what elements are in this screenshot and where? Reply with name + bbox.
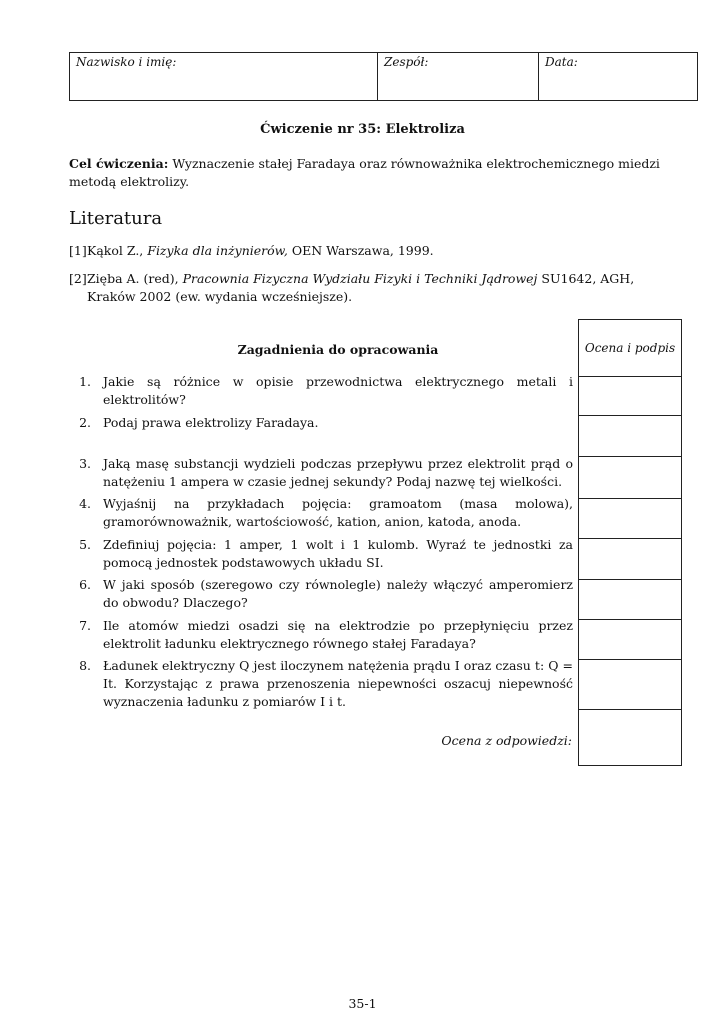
reference-number: [2] <box>69 271 87 286</box>
question-text: Ile atomów miedzi osadzi się na elektrodzie po przepłynięciu przez elektrolit ładunku elektrycznego równego stałej Faradaya? <box>103 618 573 651</box>
reference-number: [1] <box>69 243 87 258</box>
reference-authors: Zięba A. (red), <box>87 271 179 286</box>
reference-publisher: OEN Warszawa, 1999. <box>291 243 434 258</box>
name-label: Nazwisko i imię: <box>76 55 177 69</box>
question-number: 4. <box>79 496 91 511</box>
question-number: 2. <box>79 415 91 430</box>
question-number: 1. <box>79 374 91 389</box>
grade-cell-2[interactable] <box>579 416 681 457</box>
question-text: Jaką masę substancji wydzieli podczas przepływu przez elektrolit prąd o natężeniu 1 ampera w czasie jednej sekundy? Podaj nazwę tej wielkości. <box>103 456 573 489</box>
question-number: 5. <box>79 537 91 552</box>
question-number: 8. <box>79 658 91 673</box>
question-text: Wyjaśnij na przykładach pojęcia: gramoatom (masa molowa), gramorównoważnik, wartościowość, kation, anion, katoda, anoda. <box>103 496 573 529</box>
grade-cell-5[interactable] <box>579 539 681 580</box>
reference-authors: Kąkol Z., <box>87 243 144 258</box>
question-text: Jakie są różnice w opisie przewodnictwa elektrycznego metali i elektrolitów? <box>103 374 573 407</box>
reference-title: Pracownia Fizyczna Wydziału Fizyki i Techniki Jądrowej <box>182 271 538 286</box>
grade-cell-3[interactable] <box>579 457 681 499</box>
reference-title: Fizyka dla inżynierów, <box>147 243 288 258</box>
exercise-title: Ćwiczenie nr 35: Elektroliza <box>260 122 465 137</box>
grade-header: Ocena i podpis <box>579 320 681 377</box>
literature-heading: Literatura <box>69 208 163 229</box>
grade-cell-1[interactable] <box>579 377 681 416</box>
grade-cell-4[interactable] <box>579 499 681 539</box>
question-number: 3. <box>79 456 91 471</box>
exercise-goal <box>69 155 669 191</box>
name-field[interactable] <box>70 53 378 100</box>
goal-text: Wyznaczenie stałej Faradaya oraz równoważnika elektrochemicznego miedzi metodą elektrolizy. <box>69 156 660 189</box>
question-number: 7. <box>79 618 91 633</box>
question-text: W jaki sposób (szeregowo czy równolegle) należy włączyć amperomierz do obwodu? Dlaczego? <box>103 577 573 610</box>
question-text: Ładunek elektryczny Q jest iloczynem natężenia prądu I oraz czasu t: Q = It. Korzystając z prawa przenoszenia niepewności oszacuj niepewność wyznaczenia ładunku z pomiarów I i t. <box>103 658 573 709</box>
grade-cell-7[interactable] <box>579 620 681 660</box>
team-label: Zespół: <box>384 55 429 69</box>
team-field[interactable] <box>378 53 539 100</box>
questions-heading: Zagadnienia do opracowania <box>237 342 439 357</box>
question-text: Podaj prawa elektrolizy Faradaya. <box>103 415 319 430</box>
reference-publisher: SU1642, AGH, Kraków 2002 (ew. wydania wcześniejsze). <box>87 271 635 304</box>
grade-column <box>578 319 682 766</box>
question-text: Zdefiniuj pojęcia: 1 amper, 1 wolt i 1 kulomb. Wyraź te jednostki za pomocą jednostek podstawowych układu SI. <box>103 537 573 570</box>
grade-cell-answer[interactable] <box>579 710 681 765</box>
answer-grade-label: Ocena z odpowiedzi: <box>441 733 572 748</box>
date-label: Data: <box>545 55 578 69</box>
page-number: 35-1 <box>348 996 377 1011</box>
student-info-table <box>69 52 698 101</box>
goal-label: Cel ćwiczenia: <box>69 156 169 171</box>
grade-cell-8[interactable] <box>579 660 681 710</box>
question-number: 6. <box>79 577 91 592</box>
date-field[interactable] <box>539 53 697 100</box>
grade-cell-6[interactable] <box>579 580 681 620</box>
reference-item <box>69 270 669 310</box>
reference-item <box>69 242 669 262</box>
